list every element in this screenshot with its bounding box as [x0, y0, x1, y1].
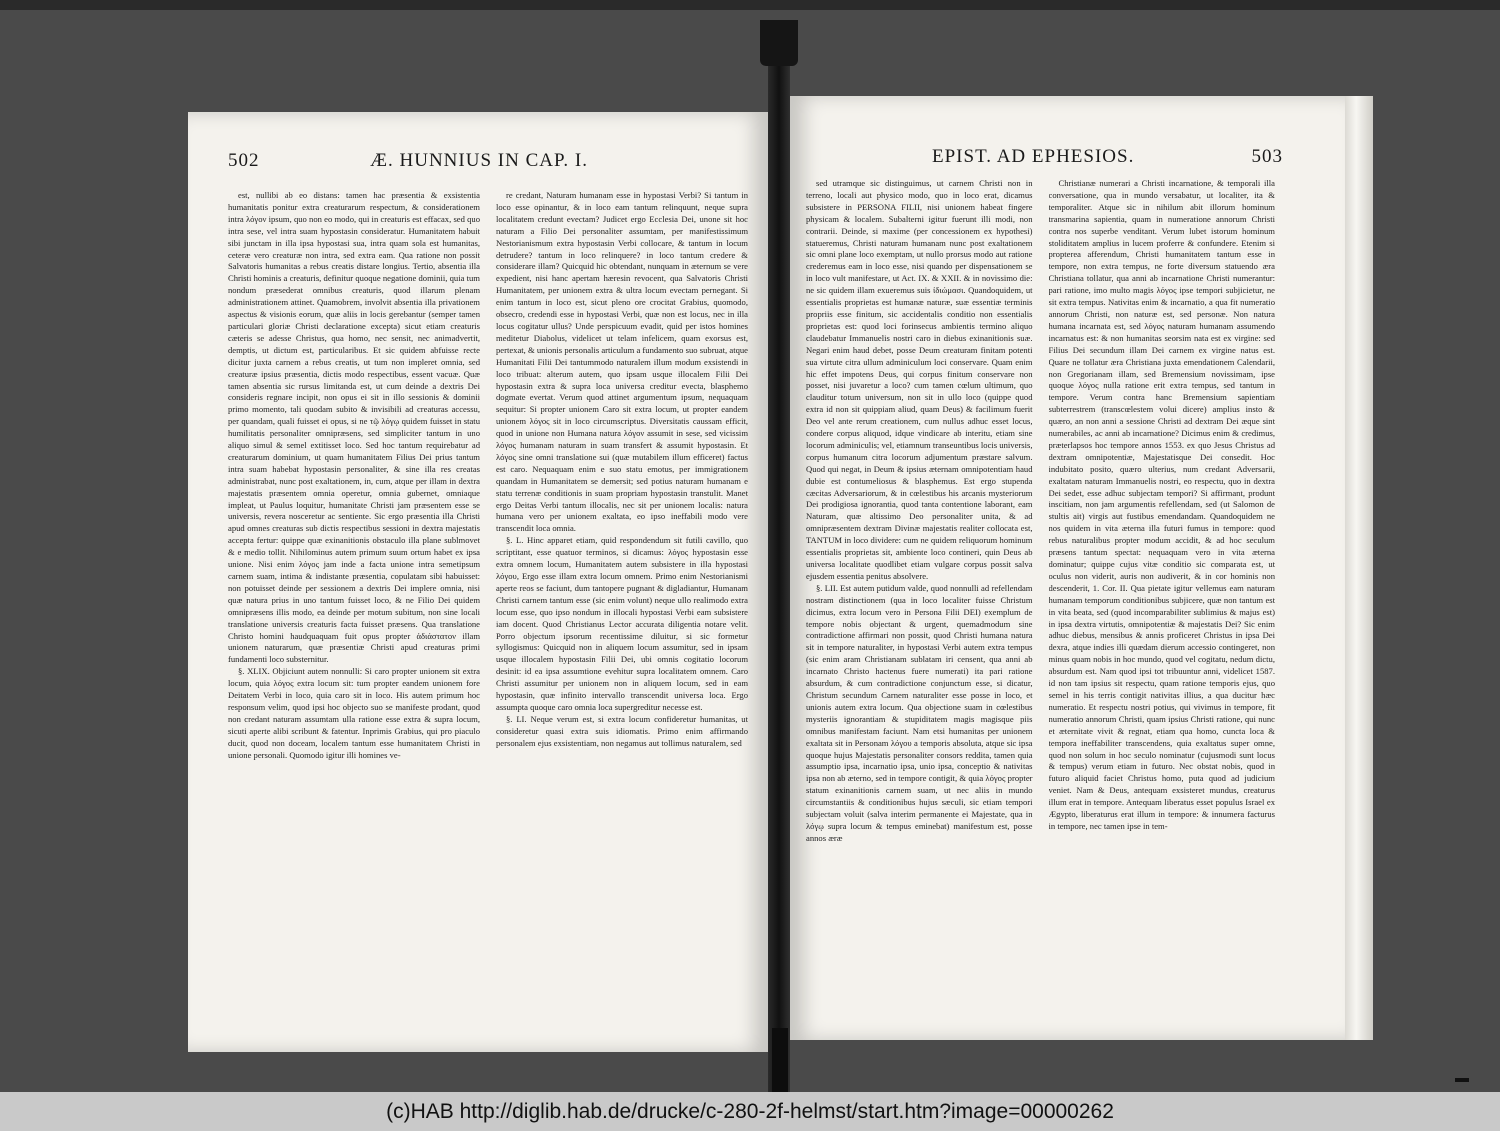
right-page-column-1 [806, 178, 1033, 1010]
left-page [188, 112, 768, 1052]
right-page [790, 96, 1345, 1040]
copyright-url-text: (c)HAB http://diglib.hab.de/drucke/c-280-2f-helmst/start.htm?image=00000262 [386, 1099, 1114, 1123]
left-page-column-1 [228, 190, 480, 1022]
left-page-number: 502 [228, 150, 260, 171]
page-stack-edge [1345, 96, 1373, 1040]
right-running-head: EPIST. AD EPHESIOS. [932, 146, 1135, 167]
left-col1-paragraph-1: est, nullibi ab eo distans: tamen hac præsentia & exsistentia humanitatis ponitur extra creaturarum respectum, & considerationem intra λόγον ipsum, quo non eo modo, qui in creaturis est effacax, sed quo intra sese, vel intra suam hypostasin consideratur. Humanitatem habuit sibi junctam in illa ipsa hypostasi sua, intra quam sola est humanitas, ceteræ vero creaturæ non intra, sed extra eam. Qua ratione non possit Salvatoris humanitas a rebus creatis distare longius. Tertio, absentia illa Christi hominis a creaturis, definitur quoque negatione dominii, quia tum nondum præsederat omnibus creaturis, quod illarum plenam administrationem attinet. Quamobrem, involvit absentia illa privationem aspectus & visionis eorum, quæ aliis in locis gerebantur (semper tamen particulari gloriæ Christi declaratione excepta) sicut etiam creaturis cæteris se adesse Christus, qua homo, nec sensit, nec animadvertit, demptis, ut dictum est, particularibus. Et sic quidem abfuisse recte dicitur juxta carnem a rebus creatis, ut tum non impleret omnia, sed creaturæ ipsius præsentia, dictis modo respectibus, essent vacuæ. Quæ tamen absentia sic rursus limitanda est, ut cum deinde a dextris Dei consideris regnare incipit, non opus ei sit in illo sessionis & dominii primo momento, tali quodam subito & invisibili ad creaturas accessu, per quandam, quali fuisset ei opus, si ne τῷ λόγῳ quidem fuisset in statu humilitatis personaliter omnipræsens, sed simpliciter tantum in uno aliquo simul & semel extitisset loco. Sed hoc tantum requirebatur ad creaturarum dominium, ut quam humanitatem Filius Dei prius tantum intra suam habebat hypostasin personaliter, & sine illa res creatas administrabat, nunc post exaltationem, in, cum, atque per illam in dextra majestatis præsentem omnia operetur, omnia gubernet, omniaque impleat, ut Paulus loquitur, humanitate Christi jam præsentem esse se universis, revera nosceretur ac sentiente. Sic ergo præsentia illa Christi apud omnes creaturas sub dictis respectibus sessioni in dextra majestatis accepta fertur: quippe quæ exinanitionis obstaculo illa plane sublmovet & e medio tollit. Nihilominus autem primum suum ortum habet ex ipsa unione. Nisi enim λόγος jam inde a facta unione intra semetipsum carnem suam, intima & indistante præsentia, copulatam sibi habuisset: non potuisset deinde per sessionem a dextris Dei implere omnia, nisi quæ natura prius in uno tantum fuisset loco, & ne Filio Dei quidem omnipræsens illis modo, ea deinde per motum subitum, non sine locali translatione universis creaturis facta fuisset præsens. Qua translatione Christo homini haudquaquam fuit opus propter ἀδιάστατον illam unionem naturarum, quæ præsentiæ Christi apud creaturas primi fundamenti loco substernitur. [228, 190, 480, 665]
spine-top-shadow [760, 20, 798, 66]
copyright-caption-bar [0, 1092, 1500, 1131]
right-col2-paragraph-1: Christianæ numerari a Christi incarnatione, & temporali illa conversatione, qua in mundo versabatur, ut localiter, ita & temporaliter. Atque sic in nihilum abit illorum hominum transmarina sapientia, quam in numeratione annorum Christi contra nos superbe venditant. Verum lubet istorum hominum stoliditatem amplius in lucem proferre & confundere. Etenim si propterea afferendum, Christi humanitatem tantum esse in tempore, non extra tempus, ne forte diversum statuendo æra Christiana tollatur, qua anni ab incarnatione Christi numerantur: pari ratione, imo multo magis λόγος ipse tempori subjicietur, ne sit extra tempus. Nativitas enim & incarnatio, a qua fit numeratio annorum Christi, non naturæ est, sed personæ. Non natura humana incarnata est, sed λόγος naturam humanam assumendo incarnatus est: & non humanitas seorsim nata est ex virgine: sed Filius Dei secundum illam Dei carnem ex virgine natus est. Quare ne tollatur æra Christiana juxta emendationem Calendarii, non Gregorianam illam, sed Bremensium novissimam, ipse quoque λόγος nulla ratione erit extra tempus, sed tantum in tempore. Verum contra hanc Bremensium sapientiam subterrestrem (transcœlestem volui dicere) amplius insto & quæro, an non anni a sessione Christi ad dextram Dei æque sint numerabiles, ac anni ab incarnatione? Dicimus enim & credimus, præterlapsos hoc tempore annos 1553. ex quo Jesus Christus ad dextram omnipotentiæ, Majestatisque Dei consedit. Hoc indubitato posito, quæro ulterius, num credant Adversarii, exaltatam naturam Immanuelis nostri, eo respectu, quo in dextra Dei sedet, esse adhuc subjectam tempori? Si affirmant, produnt inscitiam, non jam argumentis refellendam, sed (ut Salomon de stultis ait) virgis aut fustibus emendandam. Quandoquidem ne nos quidem in vita æterna illa futuri fumus in tempore: quod rebus naturalibus propter modum accidit, & ad hoc seculum præsens tantum spectat: nequaquam vero in vita æterna dominatur; quippe cujus vitæ conditio sic comparata est, ut oculus non viderit, auris non audiverit, & in cor hominis non descenderit, 1. Cor. II. Qua pietate igitur vellemus eam naturam humanam temporum conditionibus subjicere, quæ non tantum est in vita beata, sed (quod incomparabiliter sublimius & majus est) in ipsa dextra virtutis, omnipotentiæ & majestatis Dei? Sic enim adhuc diebus, mensibus & annis proficeret Christus in ipsa Dei dexra, atque indies illi quædam dierum accessio contingeret, non minus quam nobis in hoc mundo, quod vel cogitatu, nedum dictu, absurdum est. Nam quod ipsi tot tribuuntur anni, videlicet 1587. id non tam ipsius sit respectu, quam ratione temporis ejus, quo semel in his terris contigit nativitas illius, a qua ducitur hæc numeratio. Et respectu nostri potius, qui vivimus in tempore, fit numeratio annorum Christi, quam ipsius Christi ratione, qui nunc et æternitate vivit & regnat, etiam qua homo, cuncta loca & tempora ineffabiliter transcendens, quia exaltatus super omne, quod non solum in hoc seculo nominatur (cujusmodi sunt locus & tempus) verum etiam in futuro. Nec obstat nobis, quod in futuro aliquid faciet Christus homo, puta quod ad judicium veniet. Nam & Deus, antequam exsisteret mundus, creaturus illum erat in tempore. Antequam liberatus esset populus Israel ex Ægypto, liberaturus erat illum in tempore: & innumera facturus in tempore, nec tamen ipse in tem- [1048, 178, 1275, 831]
left-col1-paragraph-2: §. XLIX. Objiciunt autem nonnulli: Si caro propter unionem sit extra locum, quia λόγος extra locum sit: tum propter eandem unionem fore Deitatem Verbi in loco, quia caro sit in loco. His autem primum hoc responsum velim, quod ipsi hoc objecto suo se manifeste prodant, quod non credant naturam assumtam ulla ratione esse extra & supra locum, sicuti aperte alibi scribunt & fatentur. Inprimis Grabius, qui pro piaculo ducit, quod non doceam, localem tantum esse humanitatem Christi in unione personali. Quomodo igitur illi homines ve- [228, 666, 480, 760]
spine-bottom-shadow [772, 1028, 788, 1092]
left-col2-paragraph-1: re credant, Naturam humanam esse in hypostasi Verbi? Si tantum in loco esse opinantur, & in loco eam tantum relinquunt, neque supra localitatem credunt evectam? Judicet ergo Ecclesia Dei, unone sit hoc naturam a Filio Dei personaliter assumtam, per manifestissimum Nestorianismum extra hypostasin Verbi collocare, & tantum in locum detrudere? tantum in loco relinquere? in loco tantum credere & considerare illam? Quicquid hic obtendant, nunquam in æternum se vere expedient, nisi hanc apertam hæresin revocent, qua Salvatoris Christi Humanitatem, per unionem extra & ultra locum evectam pernegant. Si enim tantum in loco est, sicut pleno ore crocitat Grabius, quomodo, obsecro, credendi esse in hypostasi Verbi, quæ non est locus, nec in illa locus cogitatur ullus? Unde perspicuum evadit, quid per istos homines meditetur Diabolus, videlicet ut telam infelicem, quam exorsus est, pertexat, & unionis personalis articulum a fundamento suo subruat, atque Humanitati Filii Dei tantummodo naturalem illum modum exsistendi in loco tribuat: alterum autem, quo ipsam usque illocalem Filii Dei hypostasin extra & supra loca universa creditur evecta, blasphemo dogmate evertat. Verum quod attinet argumentum ipsum, nequaquam sequitur: Si propter unionem Caro sit extra locum, ut propter eandem unionem λόγος sit in loco circumscriptus. Diversitatis caussam efficit, quod in unione non Humana natura λόγον assumit in sese, sed vicissim λόγος humanam naturam in suam transfert & assumit hypostasin. Et λόγος sine omni translatione sui (quæ mutabilem illum efficeret) factus est caro. Nequaquam enim e suo statu emotus, per immigrationem quandam in Humanitatem se demersit; sed potius naturam humanam e statu terrenæ conditionis in suam propriam hypostasin transtulit. Manet ergo Deitas Verbi tantum illocalis, nec sit per unionem localis: natura humana vero per unionem exaltata, eo ipso ineffabili modo vere transcendit loca omnia. [496, 190, 748, 534]
right-page-number: 503 [1251, 146, 1283, 167]
right-col1-paragraph-1: sed utramque sic distinguimus, ut carnem Christi non in terreno, locali aut physico modo, quo in loco erat, dicamus subsistere in PERSONA FILII, nisi unionem habeat fingere physicam & localem. Subalterni igitur fuerunt illi modi, non contrarii. Deinde, si maxime (per concessionem ex hypothesi) statueremus, Christi naturam humanam nunc post exaltationem sic omni plane loco exemptam, ut nullo prorsus modo aut ratione crederemus eam in loco esse, nisi quando per dispensationem se in loco vult manifestare, ut Act. IX. & XXII. & in novissimo die: ne sic quidem illam exueremus suis ἰδιώμασι. Quandoquidem, ut essentialis proprietas est humanæ naturæ, suæ essentiæ terminis propriis esse finitum, sic accidentalis conditio non essentialis proprietas est: quod loci forinsecus ambientis termino aliquo claudebatur Immanuelis nostri caro in diebus exinanitionis suæ. Negari enim haud debet, posse Deum creaturam finitam potenti sua virtute citra ullum adminiculum loci conservare. Quam enim hic effet impotens Deus, qui corpus finitum conservare non posset, nisi juvaretur a loco? cum tamen cœlum ultimum, quo clauditur totum universum, non sit in ullo loco (quippe quod extra id non sit quippiam aliud, quam Deus) & facilimum fuerit Deo vel ante rerum creationem, cum nullus adhuc esset locus, condere corpus aliquod, idque vindicare ab interitu, etiam sine locorum adminiculis; vel, etiamnum transeuntibus locis universis, corpus humanum citra locorum adjumentum præstare salvum. Quod qui negat, in Deum & ipsius æternam omnipotentiam haud dubie est contumeliosus & blasphemus. Est ergo stupenda cæcitas Adversariorum, & in cœlestibus his arcanis mysteriorum Dei prodigiosa ignorantia, quod tanta contentione laborant, eam Naturam, quæ altissimo Deo personaliter unita, & ad omnipræsentem dextram Divinæ majestatis realiter collocata est, TANTUM in loco dividere: cum ne quidem reliquorum hominum essentialis proprietas sit, ambiente loco contineri, quin Deus ab universa localitate quodlibet etiam vulgare corpus possit salva ejusdem essentia penitus absolvere. [806, 178, 1033, 581]
right-col1-paragraph-2: §. LII. Est autem putidum valde, quod nonnulli ad refellendam nostram distinctionem (qua in loco localiter fuisse Christum dicimus, extra locum vero in Persona Filii DEI) exemplum de tempore nobis objectant & urgent, quemadmodum sine contradictione affirmari non possit, quod Christi humana natura sit in tempore naturaliter, in hypostasi Verbi autem extra tempus (sic enim aram Christianam sublatam iri censent, qua anni ab incarnato Christo hactenus fuere numerati) ita pari ratione absurdum, & cum contradictione conjunctum esse, si dicatur, Christum secundum Carnem naturaliter esse posse in loco, et unionis autem extra locum. Qua objectione suam in cœlestibus mysteriis ignorantiam & stupiditatem magis magisque piis omnibus manifestam faciunt. Nam etsi humanitas per unionem exaltata sit in Personam λόγου a temporis absoluta, atque sic ipsa quoque hujus Majestatis personaliter consors reddita, tamen quia assumptio ipsa, incarnatio ipsa, unio ipsa, conceptio & nativitas ipsa non ab æterno, sed in tempore contigit, & quia λόγος propter statum exinanitionis carnem suam, ut nec aliis in mundo circumstantiis & conditionibus hujus sæculi, sic etiam tempori subjectam voluit (salva interim permanente ei Majestate, qua in λόγῳ supra locum & tempus eminebat) manifestum est, posse annos æræ [806, 582, 1033, 843]
left-page-column-2 [496, 190, 748, 1022]
right-page-header [812, 146, 1283, 172]
left-col2-paragraph-2: §. L. Hinc apparet etiam, quid respondendum sit futili cavillo, quo scriptitant, esse quatuor terminos, si dicamus: λόγος hypostasin esse extra omnem locum, Humanitatem autem subsistere in illa hypostasi λόγου, Ergo esse illam extra locum omnem. Primo enim Nestorianismi aperte reos se faciunt, dum tantopere pugnant & digladiantur, Humanam Christi carnem tantum esse (sic enim volunt) neque ullo realimodo extra locum esse, quo ipso nondum in illocali hypostasi Verbi eam subsistere iam docent. Quod Christianus Lector accurata diligentia notare velit. Porro objectum ipsorum recentissime diluitur, si sic formetur syllogismus: Quicquid non in aliquem locum assumitur, sed in ipsam usque illocalem hypostasin Filii Dei, ubi omnis cogitatio locorum desinit: id ea ipsa assumtione evehitur supra localitatem omnem. Caro Christi assumitur per unionem non in aliquem locum, sed in eam hypostasin, quæ infinito intervallo transcendit universa loca. Ergo assumpta quoque caro omnia loca supergreditur necesse est. [496, 535, 748, 712]
right-page-columns [806, 178, 1275, 1010]
left-page-columns [228, 190, 748, 1022]
left-page-header [228, 150, 738, 176]
left-col2-paragraph-3: §. LI. Neque verum est, si extra locum confideretur humanitas, ut consideretur quasi extra suis idiomatis. Primo enim affirmando personalem ejus exsistentiam, non negamus aut tollimus naturalem, sed [496, 713, 748, 748]
scan-speck [1455, 1078, 1469, 1082]
book-spine [768, 20, 790, 1092]
top-shadow-band [0, 0, 1500, 10]
left-running-head: Æ. HUNNIUS IN CAP. I. [370, 150, 588, 171]
right-page-column-2 [1049, 178, 1276, 1010]
